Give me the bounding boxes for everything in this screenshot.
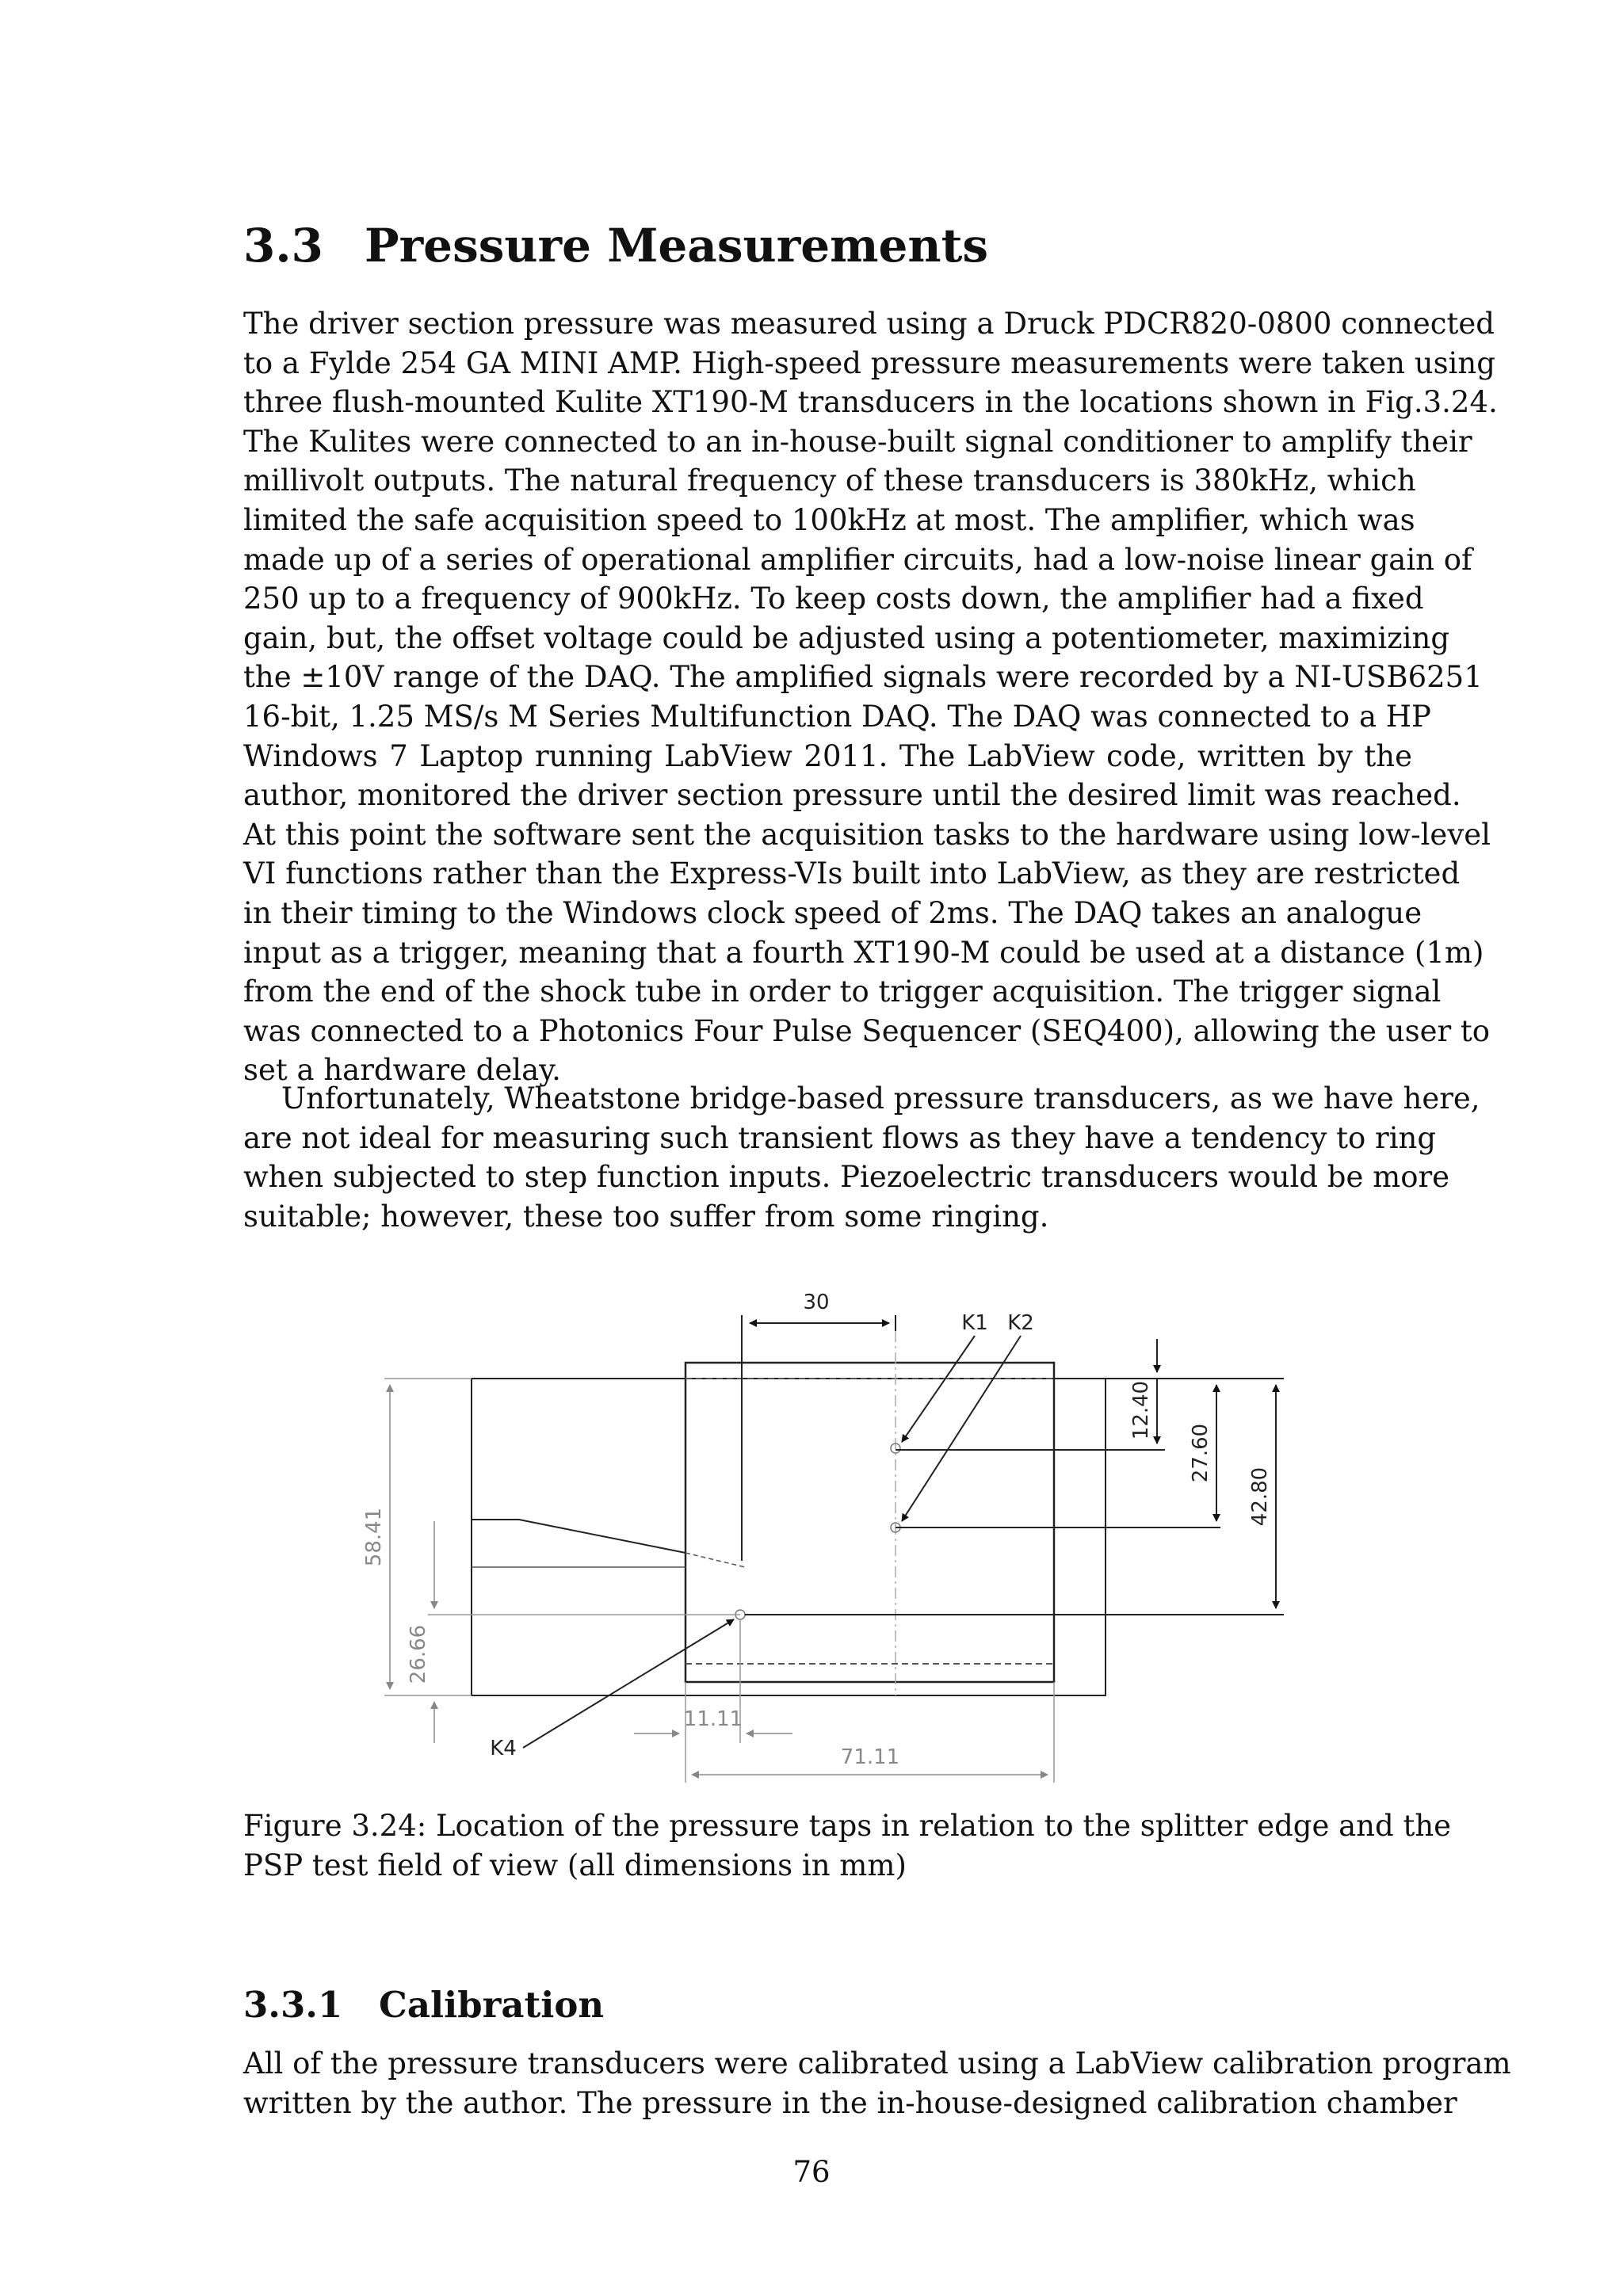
dimension-label-30: 30	[803, 1291, 830, 1314]
text-line: to a Fylde 254 GA MINI AMP. High-speed pressure measurements were taken using	[243, 345, 1495, 380]
text-line: suitable; however, these too suffer from some ringing.	[243, 1199, 1049, 1234]
text-line: the ±10V range of the DAQ. The amplified signals were recorded by a NI-USB6251	[243, 660, 1483, 695]
text-line: three flush-mounted Kulite XT190-M transducers in the locations shown in Fig.3.24.	[243, 385, 1498, 420]
dimension-label-71-11: 71.11	[840, 1745, 900, 1769]
figure-pressure-tap-drawing	[349, 1283, 1284, 1791]
text-line: All of the pressure transducers were calibrated using a LabView calibration program	[243, 2046, 1511, 2081]
dimension-label-27-60: 27.60	[1189, 1423, 1212, 1483]
text-line: made up of a series of operational amplifier circuits, had a low-noise linear gain of	[243, 542, 1472, 577]
label-k4: K4	[490, 1737, 517, 1760]
text-line: millivolt outputs. The natural frequency of these transducers is 380kHz, which	[243, 463, 1416, 498]
text-line: input as a trigger, meaning that a fourth XT190-M could be used at a distance (1m)	[243, 935, 1484, 970]
dimension-label-11-11: 11.11	[683, 1707, 743, 1731]
text-line: when subjected to step function inputs. Piezoelectric transducers would be more	[243, 1160, 1450, 1195]
text-line: The driver section pressure was measured using a Druck PDCR820-0800 connected	[243, 307, 1495, 341]
text-line: Windows 7 Laptop running LabView 2011. The LabView code, written by the	[243, 738, 1412, 773]
technical-drawing	[349, 1283, 1284, 1791]
text-line: VI functions rather than the Express-VIs built into LabView, as they are restricted	[243, 856, 1461, 891]
subsection-title: Calibration	[379, 1984, 605, 2026]
label-k1: K1	[961, 1311, 988, 1335]
text-line: are not ideal for measuring such transient flows as they have a tendency to ring	[243, 1120, 1437, 1155]
text-line: limited the safe acquisition speed to 100kHz at most. The amplifier, which was	[243, 502, 1415, 537]
text-line: in their timing to the Windows clock speed of 2ms. The DAQ takes an analogue	[243, 895, 1423, 930]
text-line: gain, but, the offset voltage could be adjusted using a potentiometer, maximizing	[243, 620, 1450, 655]
dimension-label-42-80: 42.80	[1248, 1466, 1272, 1527]
splitter-wedge	[472, 1520, 685, 1553]
dimension-label-12-40: 12.40	[1129, 1380, 1153, 1440]
splitter-tip-dashed	[685, 1553, 745, 1567]
paragraph	[243, 1079, 1480, 1236]
section-title: Pressure Measurements	[365, 219, 989, 273]
text-line: was connected to a Photonics Four Pulse Sequencer (SEQ400), allowing the user to	[243, 1013, 1491, 1048]
text-line: written by the author. The pressure in the in-house-designed calibration chamber	[243, 2085, 1457, 2120]
text-line: The Kulites were connected to an in-house-built signal conditioner to amplify their	[243, 424, 1472, 459]
text-line: 16-bit, 1.25 MS/s M Series Multifunction DAQ. The DAQ was connected to a HP	[243, 699, 1431, 734]
caption-line: Figure 3.24: Location of the pressure taps in relation to the splitter edge and the	[243, 1809, 1452, 1843]
figure-caption	[243, 1806, 1452, 1886]
text-line: At this point the software sent the acquisition tasks to the hardware using low-level	[243, 817, 1491, 852]
dimension-label-58-41: 58.41	[362, 1507, 386, 1567]
paragraph	[243, 2044, 1511, 2122]
dimension-label-26-66: 26.66	[407, 1624, 430, 1684]
text-line: author, monitored the driver section pressure until the desired limit was reached.	[243, 778, 1461, 813]
page-number: 76	[792, 2155, 831, 2189]
caption-line: PSP test field of view (all dimensions in mm)	[243, 1848, 907, 1882]
splitter-plate-outline	[472, 1379, 1106, 1695]
subsection-number: 3.3.1	[243, 1984, 343, 2026]
text-line: from the end of the shock tube in order to trigger acquisition. The trigger signal	[243, 974, 1442, 1009]
text-line: set a hardware delay.	[243, 1053, 561, 1088]
text-line: Unfortunately, Wheatstone bridge-based pressure transducers, as we have here,	[281, 1081, 1480, 1116]
leader-k1	[902, 1336, 975, 1442]
label-k2: K2	[1007, 1311, 1034, 1335]
section-number: 3.3	[243, 219, 323, 273]
paragraph	[243, 304, 1498, 1090]
text-line: 250 up to a frequency of 900kHz. To keep costs down, the amplifier had a fixed	[243, 582, 1424, 616]
